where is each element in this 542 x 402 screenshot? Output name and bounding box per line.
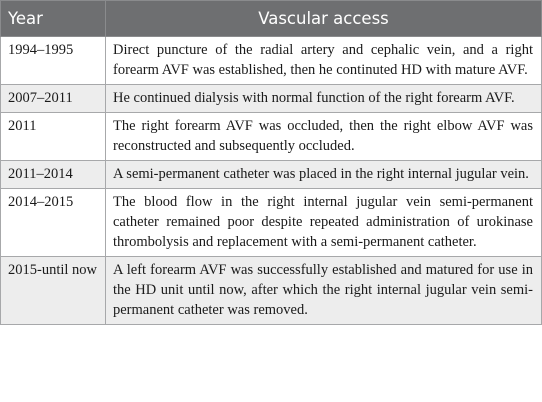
year-cell: 2011–2014 bbox=[1, 161, 106, 189]
table-row bbox=[1, 257, 542, 325]
vascular-access-column-header: Vascular access bbox=[106, 1, 542, 37]
year-cell: 2014–2015 bbox=[1, 189, 106, 257]
vascular-access-cell: A semi-permanent catheter was placed in the right internal jugular vein. bbox=[106, 161, 542, 189]
vascular-access-cell: He continued dialysis with normal function of the right forearm AVF. bbox=[106, 85, 542, 113]
year-cell: 2011 bbox=[1, 113, 106, 161]
table-row bbox=[1, 37, 542, 85]
table-row bbox=[1, 113, 542, 161]
table-row bbox=[1, 189, 542, 257]
vascular-access-cell: Direct puncture of the radial artery and cephalic vein, and a right forearm AVF was established, then he continuted HD with mature AVF. bbox=[106, 37, 542, 85]
vascular-access-cell: The right forearm AVF was occluded, then the right elbow AVF was reconstructed and subsequently occluded. bbox=[106, 113, 542, 161]
year-cell: 1994–1995 bbox=[1, 37, 106, 85]
header-row bbox=[1, 1, 542, 37]
vascular-access-cell: The blood flow in the right internal jugular vein semi-permanent catheter remained poor despite repeated administration of urokinase thrombolysis and replacement with a semi-permanent catheter. bbox=[106, 189, 542, 257]
year-column-header: Year bbox=[1, 1, 106, 37]
year-cell: 2015-until now bbox=[1, 257, 106, 325]
table-row bbox=[1, 161, 542, 189]
year-cell: 2007–2011 bbox=[1, 85, 106, 113]
table-row bbox=[1, 85, 542, 113]
vascular-access-cell: A left forearm AVF was successfully established and matured for use in the HD unit until now, after which the right internal jugular vein semi-permanent catheter was removed. bbox=[106, 257, 542, 325]
